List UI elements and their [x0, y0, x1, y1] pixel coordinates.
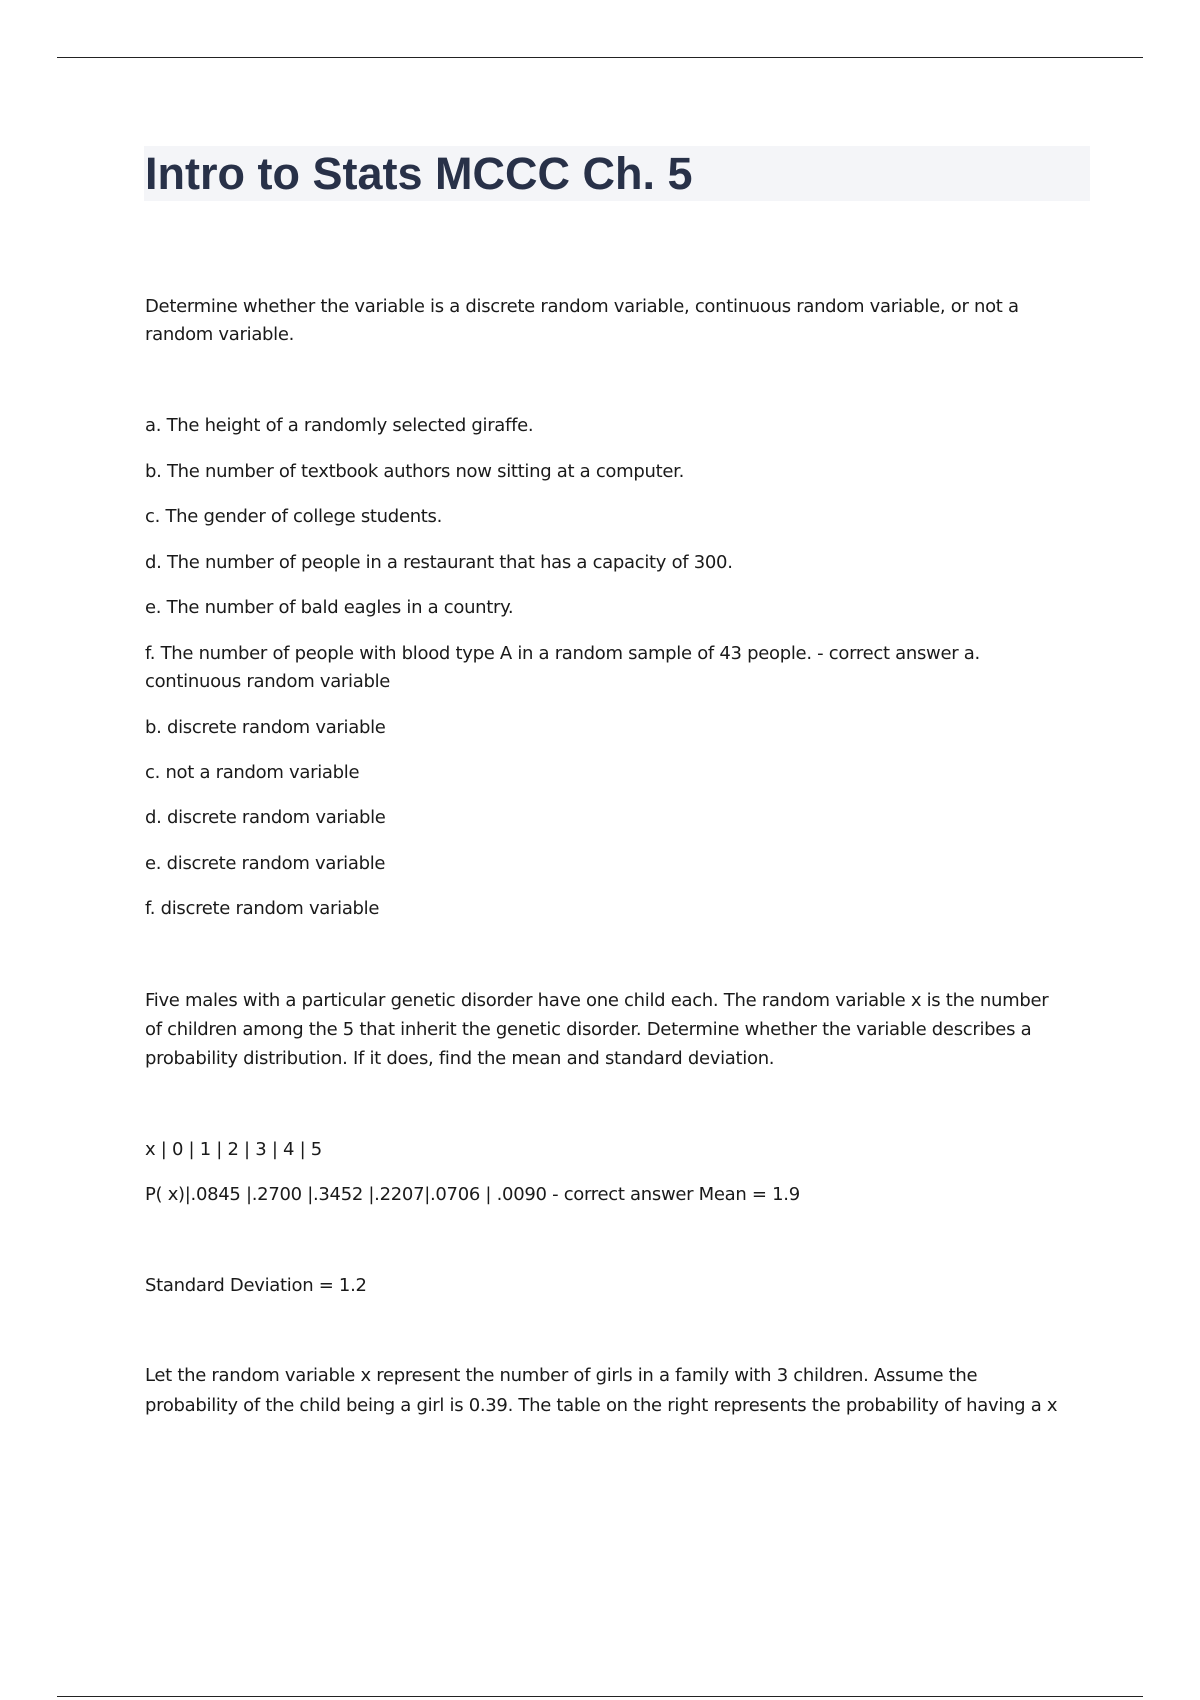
q1-item-f-line-1: f. The number of people with blood type A in a random sample of 43 people. - correct answer a. — [145, 643, 980, 664]
q1-item-b: b. The number of textbook authors now sitting at a computer. — [145, 461, 685, 482]
top-rule — [57, 57, 1143, 58]
q1-answer-e: e. discrete random variable — [145, 853, 386, 874]
q3-prompt-line-2: probability of the child being a girl is 0.39. The table on the right represents the probability of having a x — [145, 1395, 1058, 1416]
q1-item-d: d. The number of people in a restaurant that has a capacity of 300. — [145, 552, 733, 573]
q1-item-f-line-2: continuous random variable — [145, 671, 391, 692]
q2-p-row: P( x)|.0845 |.2700 |.3452 |.2207|.0706 | .0090 - correct answer Mean = 1.9 — [145, 1184, 800, 1205]
document-title: Intro to Stats MCCC Ch. 5 — [145, 148, 693, 199]
q1-answer-f: f. discrete random variable — [145, 898, 380, 919]
q2-prompt-line-3: probability distribution. If it does, find the mean and standard deviation. — [145, 1048, 775, 1069]
q2-prompt-line-1: Five males with a particular genetic disorder have one child each. The random variable x is the number — [145, 990, 1049, 1011]
q1-answer-c: c. not a random variable — [145, 762, 360, 783]
q1-item-a: a. The height of a randomly selected giraffe. — [145, 415, 534, 436]
q2-x-row: x | 0 | 1 | 2 | 3 | 4 | 5 — [145, 1139, 322, 1160]
bottom-rule — [57, 1696, 1143, 1697]
q2-std-dev: Standard Deviation = 1.2 — [145, 1275, 367, 1296]
q1-answer-d: d. discrete random variable — [145, 807, 386, 828]
q1-prompt-line-2: random variable. — [145, 324, 295, 345]
q1-item-c: c. The gender of college students. — [145, 506, 443, 527]
q2-prompt-line-2: of children among the 5 that inherit the genetic disorder. Determine whether the variable describes a — [145, 1019, 1032, 1040]
q1-item-e: e. The number of bald eagles in a country. — [145, 597, 514, 618]
q1-answer-b: b. discrete random variable — [145, 717, 386, 738]
q1-prompt-line-1: Determine whether the variable is a discrete random variable, continuous random variable, or not a — [145, 296, 1019, 317]
q3-prompt-line-1: Let the random variable x represent the number of girls in a family with 3 children. Assume the — [145, 1365, 978, 1386]
